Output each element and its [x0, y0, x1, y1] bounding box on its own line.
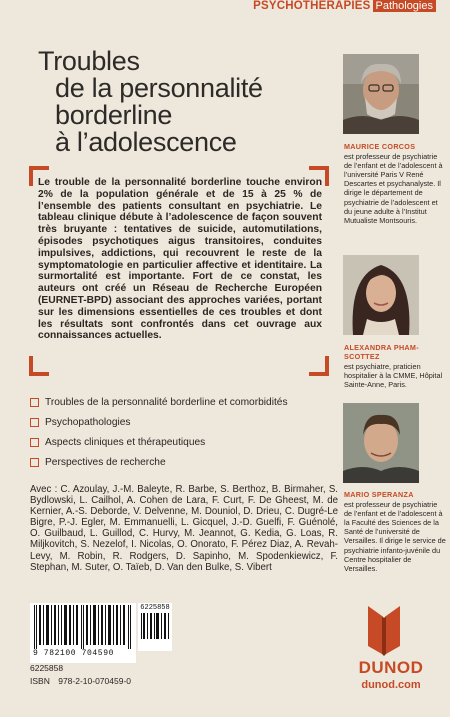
title-line-4: à l’adolescence — [55, 127, 237, 157]
checkbox-square-icon — [30, 418, 39, 427]
topic-item — [30, 392, 340, 412]
checkbox-square-icon — [30, 438, 39, 447]
author-block-speranza — [344, 490, 446, 573]
author-photo-speranza — [343, 403, 419, 483]
summary-box — [29, 166, 329, 376]
topic-label: Perspectives de recherche — [45, 456, 166, 468]
book-title — [38, 48, 338, 156]
title-line-1: Troubles — [38, 46, 140, 76]
title-line-2: de la personnalité — [55, 73, 263, 103]
isbn-line — [30, 676, 131, 686]
author-name: MAURICE CORCOS — [344, 142, 416, 151]
topic-label: Aspects cliniques et thérapeutiques — [45, 436, 206, 448]
title-line-3: borderline — [55, 100, 173, 130]
barcode-addon — [138, 603, 172, 651]
topic-item — [30, 412, 340, 432]
barcode-addon-label: 6225858 — [30, 663, 64, 673]
author-name: ALEXANDRA PHAM-SCOTTEZ — [344, 343, 419, 362]
author-block-pham-scottez — [344, 343, 446, 389]
author-bio: est psychiatre, praticien hospitalier à la CMME, Hôpital Sainte-Anne, Paris. — [344, 362, 443, 390]
author-photo-pham-scottez — [343, 255, 419, 335]
contributors-list: Avec : C. Azoulay, J.-M. Baleyte, R. Barbe, S. Berthoz, B. Birmaher, S. Bydlowski, L. Cailhol, A. Cohen de Lara, F. Curt, F. De Gheest, M. de Kernier, A.-S. Deborde, V. Delvenne, M. Douniol, D. Drieu, C. Dugré-Le Bigre, P.-J. Egler, M. Emmanuelli, L. Gicquel, J.-D. Guelfi, F. Guénolé, O. Guilbaud, L. Guillod, C. Hurvy, M. Jeannot, G. Kedia, G. Loas, R. Miljkovitch, S. Nezelof, I. Nicolas, O. Onorato, F. Pérez Diaz, A. Revah-Levy, M. Robin, R. Rodgers, D. Sapinho, M. Spodenkiewicz, F. Stephan, M. Suter, O. Taïeb, D. Van den Bulke, S. Vibert — [30, 484, 338, 573]
summary-text: Le trouble de la personnalité borderline touche environ 2% de la population générale et de 15 à 25 % de l’ensemble des patients consultant en psychiatrie. Le tableau clinique débute à l’adolescence de façon souvent très bruyante : tentatives de suicide, automutilations, épisodes psychotiques aigus transitoires, conduites impulsives, addictions, qui recouvrent le reste de la symptomatologie en particulier affective et identitaire. La surmortalité est importante. Fort de ce constat, les auteurs ont créé un Réseau de Recherche Européen (EURNET-BPD) associant des approches variées, portant sur les dimensions essentielles de ces troubles et dont les résultats sont confrontés dans cet ouvrage aux connaissances actuelles. — [38, 177, 322, 342]
isbn-number: 978-2-10-070459-0 — [58, 676, 131, 686]
publisher-url[interactable]: dunod.com — [361, 679, 421, 691]
author-photo-corcos — [343, 54, 419, 134]
publisher-logo-icon — [362, 602, 406, 658]
bracket-bottom-right — [309, 356, 329, 376]
bracket-bottom-left — [29, 356, 49, 376]
barcode-bars-icon — [34, 605, 132, 649]
author-block-corcos — [344, 142, 446, 225]
topic-label: Psychopathologies — [45, 416, 131, 428]
isbn-prefix: ISBN — [30, 676, 50, 686]
topic-list — [30, 392, 340, 472]
barcode-addon-digits: 6225858 — [140, 604, 170, 612]
barcode-addon-bars-icon — [141, 613, 169, 639]
checkbox-square-icon — [30, 458, 39, 467]
checkbox-square-icon — [30, 398, 39, 407]
publisher-name: DUNOD — [358, 658, 424, 677]
series-name: PSYCHOTHÉRAPIES — [253, 0, 371, 12]
series-label — [253, 0, 436, 13]
topic-item — [30, 452, 340, 472]
author-bio: est professeur de psychiatrie de l’enfant et de l’adolescent à l’université Paris V René Descartes et psychanalyste. Il dirige le département de psychiatrie de l’adolescent et du jeune adulte à l’Institut Mutualiste Montsouris. — [344, 152, 443, 225]
author-name: MARIO SPERANZA — [344, 490, 414, 499]
barcode — [30, 603, 136, 663]
subseries-name: Pathologies — [373, 0, 437, 12]
barcode-digits: 9 782100 704590 — [33, 649, 115, 658]
author-bio: est professeur de psychiatrie de l’enfant et de l’adolescent à la Faculté des Sciences de la Santé de l’université de Versailles. Il dirige le service de psychiatrie infanto-juvénile du Centre hospitalier de Versailles. — [344, 500, 446, 573]
topic-item — [30, 432, 340, 452]
topic-label: Troubles de la personnalité borderline et comorbidités — [45, 396, 288, 408]
